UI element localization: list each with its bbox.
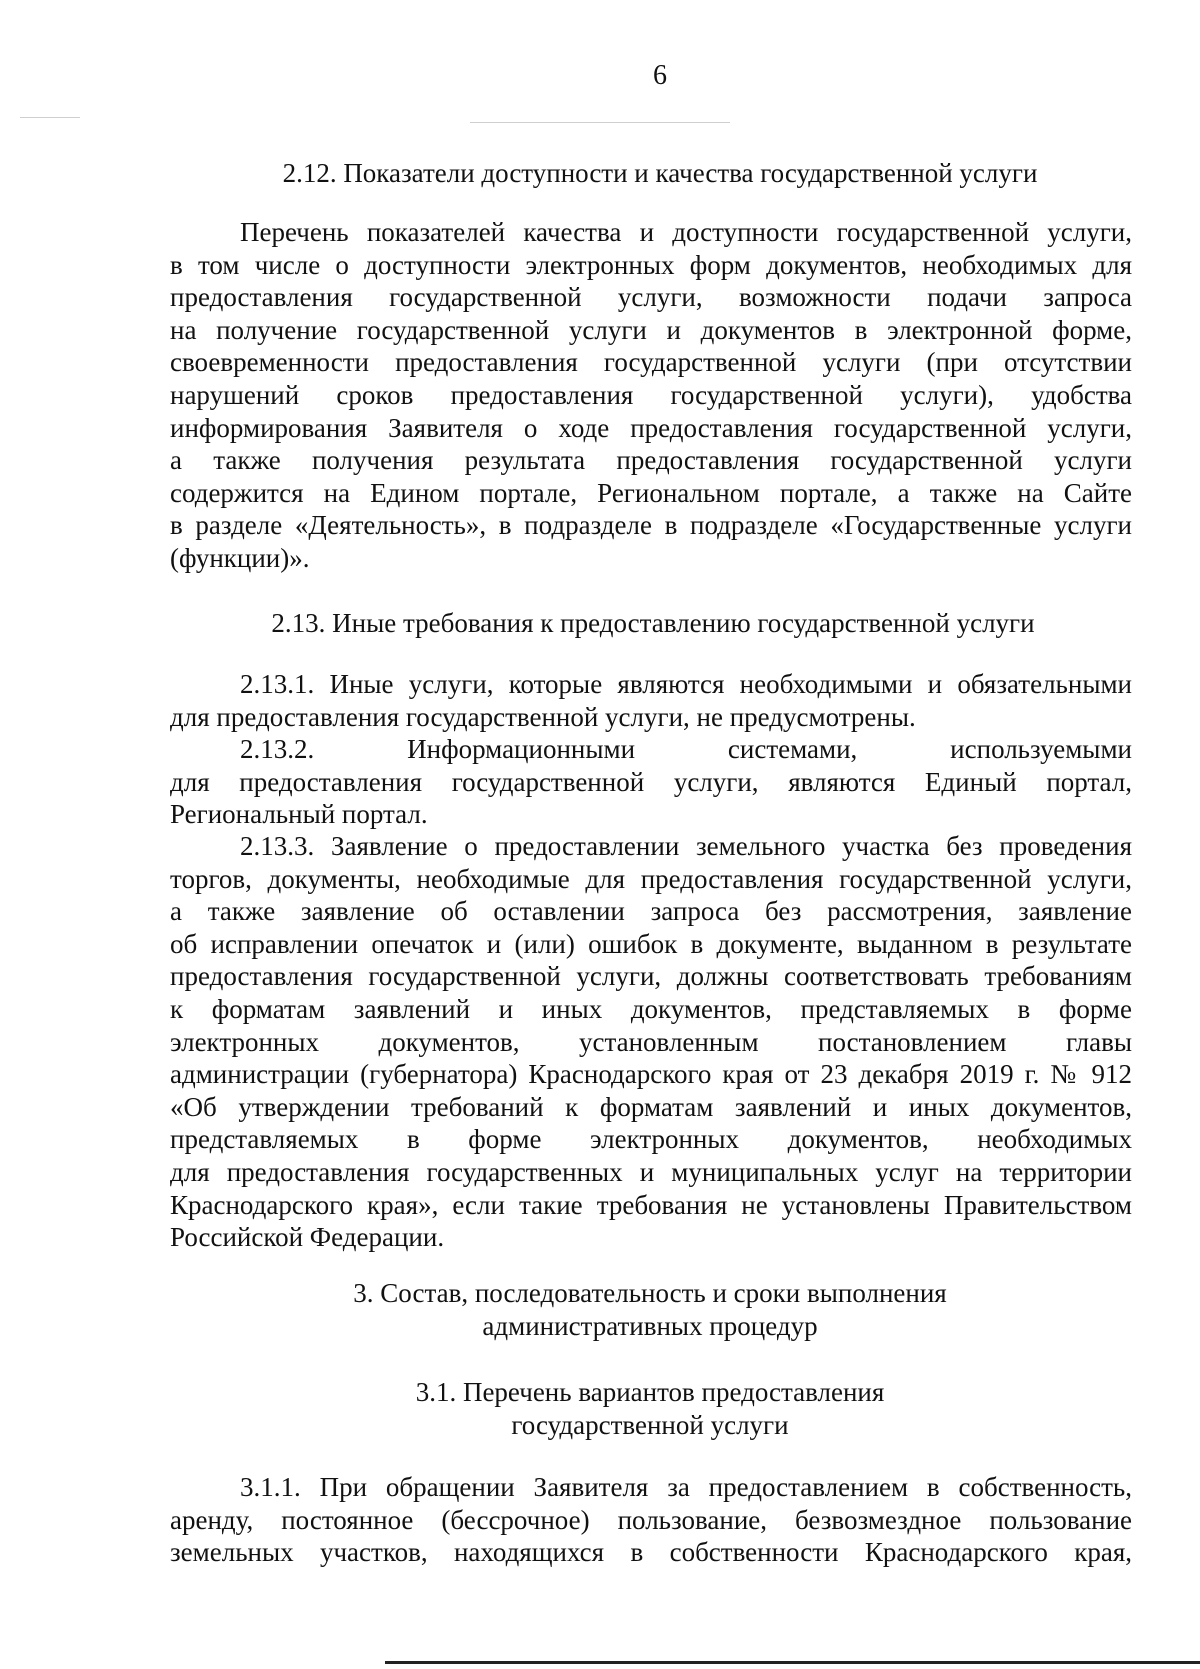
text-line: электронных документов, установленным постановлением главы (170, 1026, 1132, 1057)
section-2-13-2-paragraph (170, 733, 1132, 831)
page-bottom-edge (385, 1661, 1200, 1664)
text-line: предоставления государственной услуги, должны соответствовать требованиям (170, 961, 1132, 992)
page-number: 6 (653, 60, 667, 91)
text-line: нарушений сроков предоставления государственной услуги), удобства (170, 379, 1132, 410)
text-line: предоставления государственной услуги, возможности подачи запроса (170, 282, 1132, 313)
text-line: администрации (губернатора) Краснодарского края от 23 декабря 2019 г. № 912 (170, 1059, 1132, 1090)
text-line: Региональный портал. (170, 799, 428, 830)
scan-artifact (470, 122, 730, 123)
text-line: 2.13.1. Иные услуги, которые являются необходимыми и обязательными (240, 669, 1132, 699)
text-line: информирования Заявителя о ходе предоставления государственной услуги, (170, 412, 1132, 443)
section-3-title-line-2: административных процедур (482, 1311, 818, 1341)
text-line: содержится на Едином портале, Региональном портале, а также на Сайте (170, 477, 1132, 508)
text-line: для предоставления государственной услуги, не предусмотрены. (170, 701, 916, 732)
text-line: торгов, документы, необходимые для предоставления государственной услуги, (170, 863, 1132, 894)
text-line: а также получения результата предоставления государственной услуги (170, 445, 1132, 476)
text-line: своевременности предоставления государственной услуги (при отсутствии (170, 347, 1132, 378)
text-line: об исправлении опечаток и (или) ошибок в документе, выданном в результате (170, 928, 1132, 959)
text-line: для предоставления государственных и муниципальных услуг на территории (170, 1156, 1132, 1187)
text-line: Краснодарского края», если такие требования не установлены Правительством (170, 1189, 1132, 1220)
section-2-13-title: 2.13. Иные требования к предоставлению государственной услуги (271, 608, 1035, 638)
text-line: в том числе о доступности электронных форм документов, необходимых для (170, 249, 1132, 280)
section-2-13-1-paragraph (170, 668, 1132, 733)
text-line: а также заявление об оставлении запроса без рассмотрения, заявление (170, 896, 1132, 927)
section-3-title-line-1: 3. Состав, последовательность и сроки выполнения (353, 1278, 947, 1308)
text-line: «Об утверждении требований к форматам заявлений и иных документов, (170, 1091, 1132, 1122)
text-line: земельных участков, находящихся в собственности Краснодарского края, (170, 1537, 1132, 1568)
section-3-1-title-line-1: 3.1. Перечень вариантов предоставления (415, 1377, 885, 1407)
section-2-12-paragraph (170, 216, 1132, 575)
section-2-12-title: 2.12. Показатели доступности и качества государственной услуги (282, 158, 1038, 188)
section-3-1-title-line-2: государственной услуги (511, 1410, 789, 1440)
text-line: представляемых в форме электронных документов, необходимых (170, 1124, 1132, 1155)
text-line: (функции)». (170, 542, 310, 573)
text-line: для предоставления государственной услуги, являются Единый портал, (170, 766, 1132, 797)
text-line: 2.13.3. Заявление о предоставлении земельного участка без проведения (240, 831, 1132, 861)
text-line: 2.13.2. Информационными системами, используемыми (240, 734, 1132, 764)
text-line: на получение государственной услуги и документов в электронной форме, (170, 314, 1132, 345)
section-2-13-3-paragraph (170, 830, 1132, 1254)
text-line: 3.1.1. При обращении Заявителя за предоставлением в собственность, (240, 1472, 1132, 1502)
text-line: Перечень показателей качества и доступности государственной услуги, (240, 217, 1132, 247)
text-line: в разделе «Деятельность», в подразделе в подразделе «Государственные услуги (170, 510, 1132, 541)
text-line: Российской Федерации. (170, 1222, 445, 1253)
section-3-1-1-paragraph (170, 1471, 1132, 1569)
text-line: к форматам заявлений и иных документов, представляемых в форме (170, 993, 1132, 1024)
text-line: аренду, постоянное (бессрочное) пользование, безвозмездное пользование (170, 1504, 1132, 1535)
scan-artifact (20, 117, 80, 118)
